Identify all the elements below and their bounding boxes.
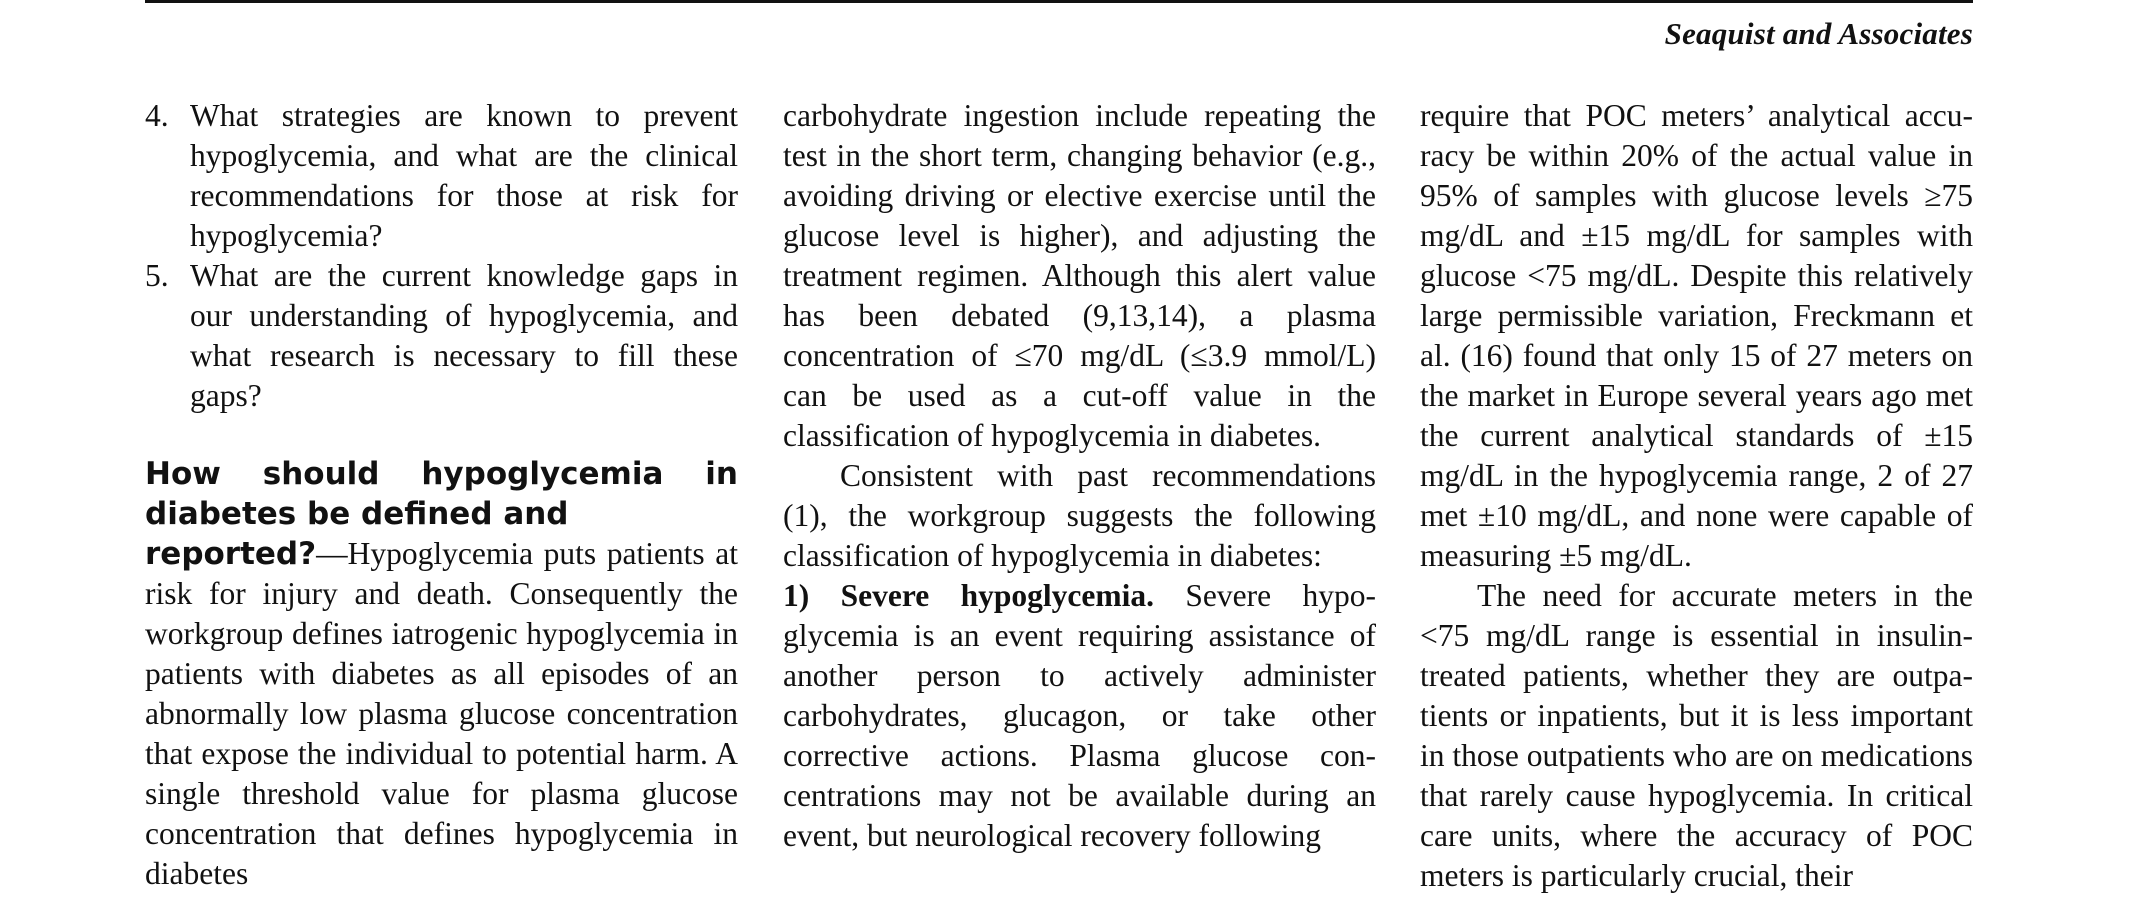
- list-item-text: What are the current knowledge gaps in our understanding of hypoglycemia, and what research is necessary to fill these gaps?: [190, 258, 738, 413]
- body-paragraph: [145, 534, 738, 894]
- list-item-text: What strategies are known to prevent hypoglycemia, and what are the clinical recommendations for those at risk for hypoglycemia?: [190, 98, 738, 253]
- body-text: Severe hypoglycemia is an event requiring assistance of another person to actively administer carbohydrates, glucagon, or take other corrective actions. Plasma glucose concentrations may not be available during an event, but neurological recovery following: [783, 578, 1376, 853]
- list-item-number: 5.: [145, 258, 169, 293]
- body-paragraph: require that POC meters’ analytical accuracy be within 20% of the actual value in 95% of samples with glucose levels ≥75 mg/dL and ±15 mg/dL for samples with glucose <75 mg/dL. Despite this relatively large permissible variation, Freckmann et al. (16) found that only 15 of 27 meters on the market in Europe several years ago met the current analytical standards of ±15 mg/dL in the hypoglycemia range, 2 of 27 met ±10 mg/dL, and none were capable of measuring ±5 mg/dL.: [1420, 98, 1973, 573]
- spacer: [145, 416, 738, 454]
- body-paragraph: [783, 576, 1376, 856]
- section-heading: How should hypoglycemia in diabetes be defined and: [145, 456, 738, 532]
- header-rule: [145, 0, 1973, 3]
- body-paragraph: The need for accurate meters in the <75 mg/dL range is essential in insulin-treated patients, whether they are outpatients or inpatients, but it is less important in those outpatients who are on medications that rarely cause hypoglycemia. In critical care units, where the accuracy of POC meters is particularly crucial, their: [1420, 578, 1973, 893]
- column-2: [783, 96, 1376, 856]
- column-3: [1420, 96, 1973, 896]
- question-list: [145, 96, 738, 416]
- body-paragraph: carbohydrate ingestion include repeating the test in the short term, changing behavior (e.g., avoiding driving or elective exercise until the glucose level is higher), and adjusting the treatment regimen. Although this alert value has been debated (9,13,14), a plasma concentration of ≤70 mg/dL (≤3.9 mmol/L) can be used as a cut-off value in the classification of hypoglycemia in diabetes.: [783, 98, 1376, 453]
- column-1: [145, 96, 738, 894]
- body-paragraph: Consistent with past recommendations (1), the workgroup suggests the following classification of hypoglycemia in diabetes:: [783, 458, 1376, 573]
- body-text: —Hypoglycemia puts patients at risk for injury and death. Consequently the workgroup defines iatrogenic hypoglycemia in patients with diabetes as all episodes of an abnormally low plasma glucose concentration that expose the individual to potential harm. A single threshold value for plasma glucose concentration that defines hypoglycemia in diabetes: [145, 536, 738, 891]
- list-item-number: 4.: [145, 98, 169, 133]
- classification-label: 1) Severe hypoglycemia.: [783, 578, 1155, 613]
- list-item: [145, 256, 738, 416]
- running-header-authors: Seaquist and Associates: [1664, 16, 1973, 51]
- run-in-heading: reported?: [145, 536, 317, 572]
- list-item: [145, 96, 738, 256]
